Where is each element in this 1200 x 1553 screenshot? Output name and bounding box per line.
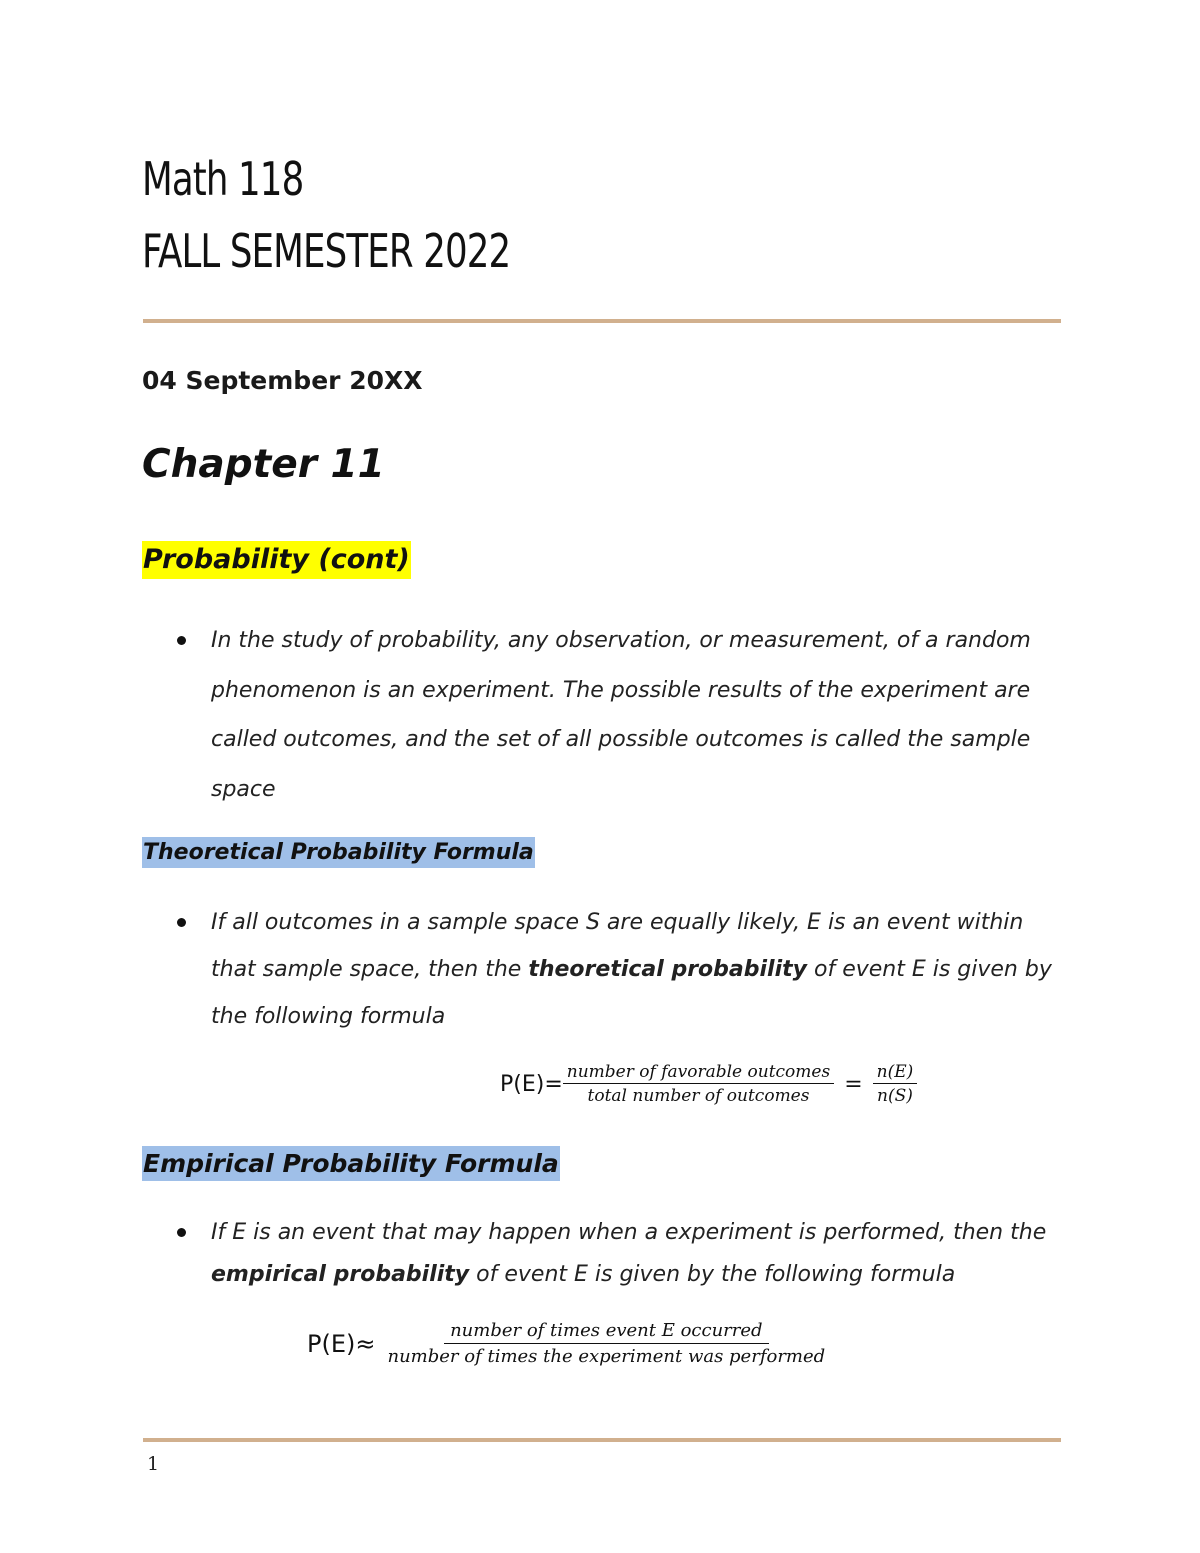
document-title: Math 118 [142, 152, 304, 206]
section-heading-empirical: Empirical Probability Formula [142, 1146, 560, 1181]
bullet-theoretical-definition [211, 899, 1061, 1040]
formula-equals: = [844, 1071, 863, 1097]
header-divider [143, 319, 1061, 323]
section-heading-theoretical: Theoretical Probability Formula [142, 837, 535, 868]
page-number: 1 [147, 1453, 160, 1475]
formula-numerator-short: n(E) [873, 1062, 918, 1084]
bullet-text: of event E is given by the following formula [211, 957, 1052, 1029]
bullet-bold-term: empirical probability [211, 1262, 470, 1287]
formula-denominator-short: n(S) [877, 1086, 913, 1106]
document-subtitle: FALL SEMESTER 2022 [142, 224, 511, 278]
bullet-text: If E is an event that may happen when a experiment is performed, then the [211, 1220, 1047, 1245]
formula-lhs: P(E)≈ [307, 1329, 376, 1358]
formula-lhs: P(E)= [500, 1071, 563, 1097]
chapter-heading: Chapter 11 [142, 442, 385, 487]
formula-fraction [383, 1320, 829, 1367]
formula-fraction-short [873, 1062, 918, 1106]
bullet-probability-definition [211, 616, 1061, 814]
formula-denominator: total number of outcomes [587, 1086, 810, 1106]
bullet-text: If all outcomes in a sample space S are equally likely, E is an event within that sample space, then the [211, 910, 1024, 982]
formula-fraction [563, 1062, 834, 1106]
section-heading-probability: Probability (cont) [142, 541, 411, 579]
bullet-empirical-definition [211, 1212, 1061, 1296]
empirical-formula [307, 1320, 829, 1367]
formula-numerator: number of favorable outcomes [563, 1062, 834, 1084]
bullet-text: In the study of probability, any observation, or measurement, of a random phenomenon is an experiment. The possible results of the experiment are called outcomes, and the set of all possible outcomes is called the sample space [211, 628, 1031, 802]
bullet-text: of event E is given by the following formula [469, 1262, 956, 1287]
date-heading: 04 September 20XX [142, 366, 423, 395]
bullet-bold-term: theoretical probability [528, 957, 807, 982]
formula-denominator: number of times the experiment was performed [387, 1346, 826, 1367]
theoretical-formula [500, 1062, 917, 1106]
formula-numerator: number of times event E occurred [444, 1320, 769, 1344]
footer-divider [143, 1438, 1061, 1442]
